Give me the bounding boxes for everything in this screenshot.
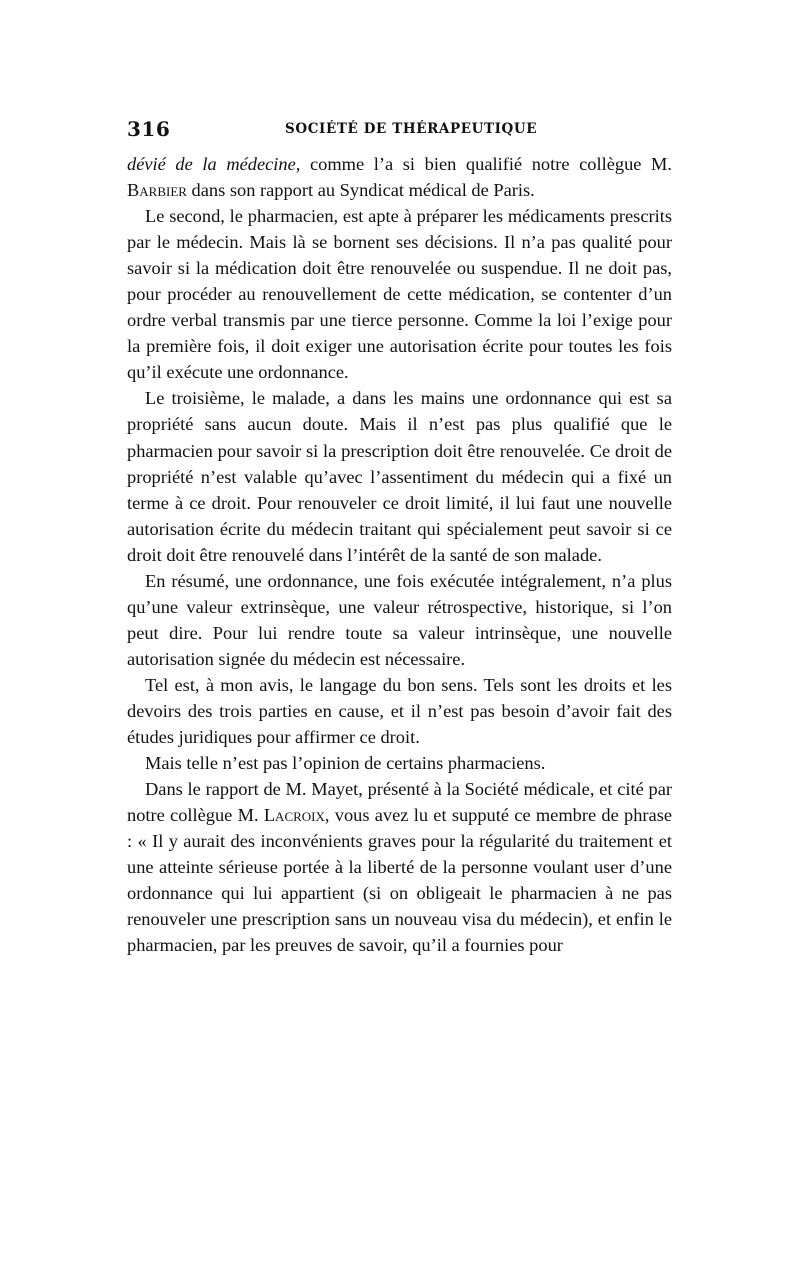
- body-text: [127, 151, 672, 958]
- author-name-barbier: Barbier: [127, 180, 187, 201]
- paragraph-1: [127, 151, 672, 203]
- page-number: 316: [127, 117, 171, 141]
- paragraph-5: Tel est, à mon avis, le langage du bon sens. Tels sont les droits et les devoirs des trois parties en cause, et il n’est pas besoin d’avoir fait des études juridiques pour affirmer ce droit.: [127, 674, 672, 748]
- paragraph-7-text-b: , vous avez lu et supputé ce membre de phrase : « Il y aurait des inconvénients graves pour la régularité du traitement et une atteinte sérieuse portée à la liberté de la personne voulant user d’une ordonnance qui lui appartient (si on obligeait le pharmacien à ne pas renouveler une prescription sans un nouveau visa du médecin), et enfin le pharmacien, par les preuves de savoir, qu’il a fournies pour: [127, 805, 673, 956]
- paragraph-2: Le second, le pharmacien, est apte à préparer les médicaments prescrits par le médecin. Mais là se bornent ses décisions. Il n’a pas qualité pour savoir si la médication doit être renouvelée ou suspendue. Il ne doit pas, pour procéder au renouvellement de cette médication, se contenter d’un ordre verbal transmis par une tierce personne. Comme la loi l’exige pour la première fois, il doit exiger une autorisation écrite pour toutes les fois qu’il exécute une ordonnance.: [127, 206, 672, 383]
- page-header: [127, 117, 672, 145]
- paragraph-4: En résumé, une ordonnance, une fois exécutée intégralement, n’a plus qu’une valeur extrinsèque, une valeur rétrospective, historique, si l’on peut dire. Pour lui rendre toute sa valeur intrinsèque, une nouvelle autorisation signée du médecin est nécessaire.: [127, 570, 672, 669]
- running-title: SOCIÉTÉ DE THÉRAPEUTIQUE: [285, 121, 538, 137]
- paragraph-7: [127, 776, 672, 958]
- author-name-lacroix: Lacroix: [263, 805, 325, 826]
- paragraph-3: Le troisième, le malade, a dans les mains une ordonnance qui est sa propriété sans aucun doute. Mais il n’est pas plus qualifié que le pharmacien pour savoir si la prescription doit être renouvelée. Ce droit de propriété n’est valable qu’avec l’assentiment du médecin qui a fixé un terme à ce droit. Pour renouveler ce droit limité, il lui faut une nouvelle autorisation écrite du médecin traitant qui spécialement peut savoir si ce droit doit être renouvelé dans l’intérêt de la santé de son malade.: [127, 388, 672, 565]
- paragraph-1-text-a: comme l’a si bien qualifié notre collègue M.: [300, 154, 672, 174]
- italic-phrase: dévié de la médecine,: [127, 154, 301, 174]
- paragraph-1-text-b: dans son rapport au Syndicat médical de Paris.: [186, 180, 535, 201]
- paragraph-6: Mais telle n’est pas l’opinion de certains pharmaciens.: [145, 753, 546, 774]
- paragraph-7-text-a: Dans le rapport de M. Mayet, présenté à la Société médicale, et cité par notre collègue M.: [127, 779, 672, 826]
